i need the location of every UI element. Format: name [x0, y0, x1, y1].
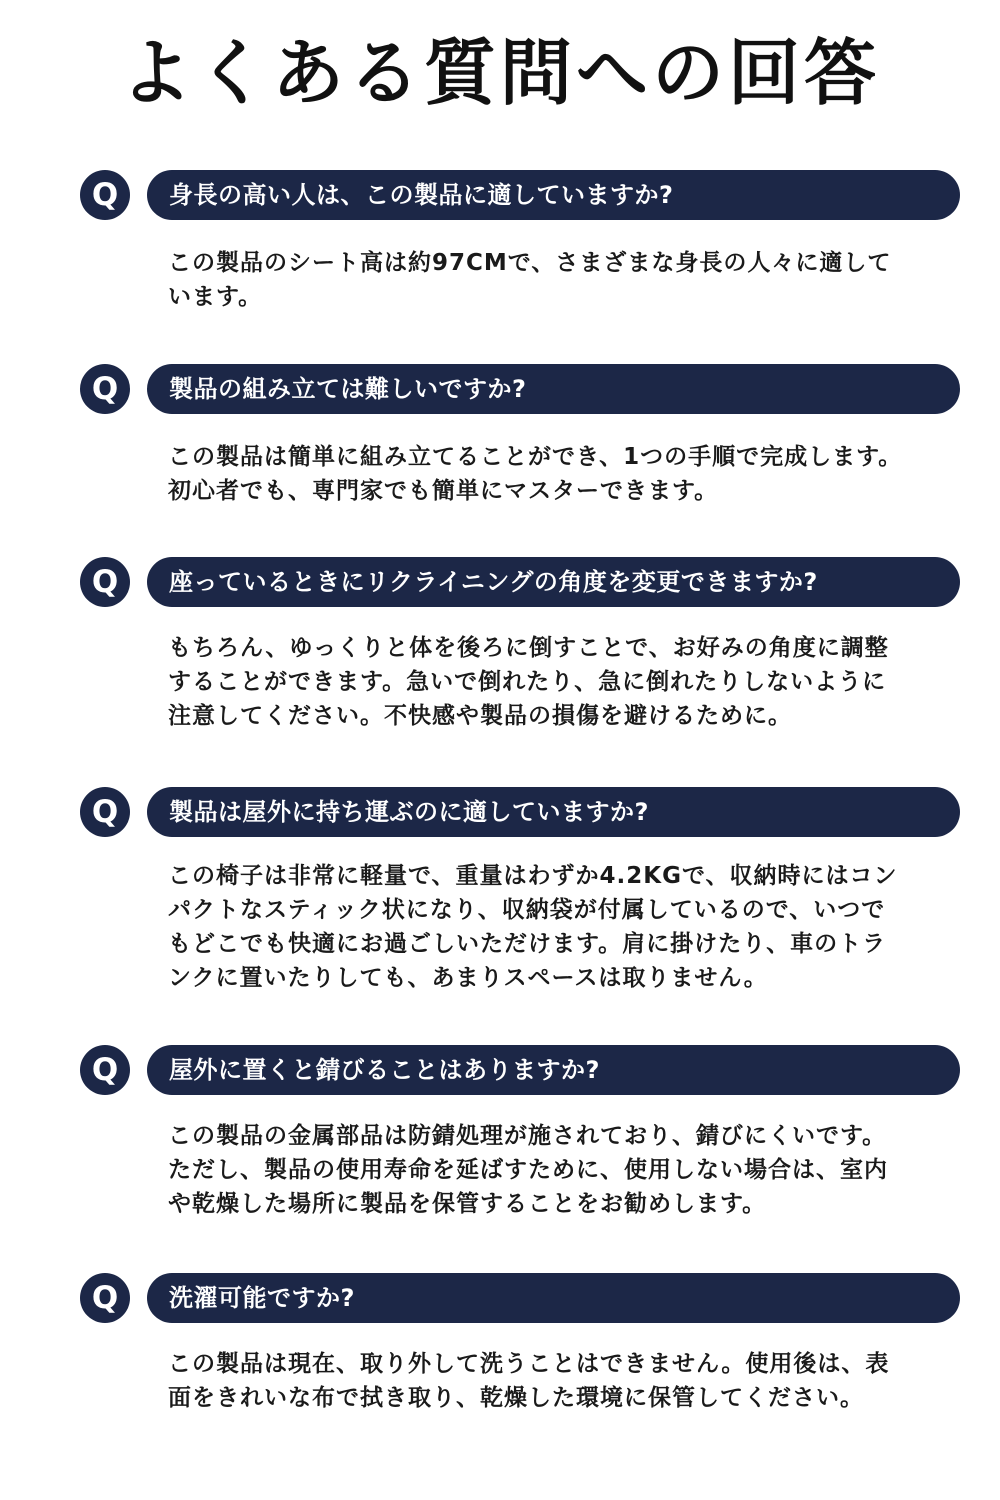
question-bar	[147, 170, 960, 220]
answer-line: や乾燥した場所に製品を保管することをお勧めします。	[168, 1191, 767, 1217]
question-bar	[147, 1273, 960, 1323]
answer-line: この製品は簡単に組み立てることができ、1つの手順で完成します。	[168, 444, 903, 470]
question-bar	[147, 787, 960, 837]
answer-line: 面をきれいな布で拭き取り、乾燥した環境に保管してください。	[168, 1385, 864, 1411]
question-text: 屋外に置くと錆びることはありますか?	[169, 1056, 600, 1084]
question-text: 製品の組み立ては難しいですか?	[169, 375, 527, 403]
answer-line: もちろん、ゆっくりと体を後ろに倒すことで、お好みの角度に調整	[168, 635, 889, 661]
answer-text	[168, 1347, 938, 1415]
answer-line: この製品の金属部品は防錆処理が施されており、錆びにくいです。	[168, 1123, 887, 1149]
question-text: 座っているときにリクライニングの角度を変更できますか?	[169, 568, 818, 596]
answer-line: この椅子は非常に軽量で、重量はわずか4.2KGで、収納時にはコン	[168, 863, 898, 889]
answer-line: 注意してください。不快感や製品の損傷を避けるために。	[168, 703, 792, 729]
answer-text	[168, 246, 938, 314]
answer-line: することができます。急いで倒れたり、急に倒れたりしないように	[168, 669, 887, 695]
question-text: 洗濯可能ですか?	[169, 1284, 355, 1312]
answer-text	[168, 859, 938, 995]
question-text: 身長の高い人は、この製品に適していますか?	[169, 181, 674, 209]
question-bar	[147, 364, 960, 414]
answer-line: この製品は現在、取り外して洗うことはできません。使用後は、表	[168, 1351, 890, 1377]
answer-line: ンクに置いたりしても、あまりスペースは取りません。	[168, 965, 768, 991]
answer-text	[168, 631, 938, 733]
question-bar	[147, 1045, 960, 1095]
q-badge-icon: Q	[80, 557, 130, 607]
page-title: よくある質問への回答	[119, 31, 880, 115]
answer-line: 初心者でも、専門家でも簡単にマスターできます。	[168, 478, 719, 504]
q-badge-icon: Q	[80, 364, 130, 414]
answer-line: パクトなスティック状になり、収納袋が付属しているので、いつで	[168, 897, 886, 923]
answer-line: います。	[168, 284, 263, 310]
answer-text	[168, 1119, 938, 1221]
answer-line: この製品のシート高は約97CMで、さまざまな身長の人々に適して	[168, 250, 892, 276]
question-bar	[147, 557, 960, 607]
answer-text	[168, 440, 938, 508]
answer-line: もどこでも快適にお過ごしいただけます。肩に掛けたり、車のトラ	[168, 931, 887, 957]
q-badge-icon: Q	[80, 787, 130, 837]
q-badge-icon: Q	[80, 170, 130, 220]
q-badge-icon: Q	[80, 1045, 130, 1095]
answer-line: ただし、製品の使用寿命を延ばすために、使用しない場合は、室内	[168, 1157, 888, 1183]
question-text: 製品は屋外に持ち運ぶのに適していますか?	[169, 798, 649, 826]
q-badge-icon: Q	[80, 1273, 130, 1323]
